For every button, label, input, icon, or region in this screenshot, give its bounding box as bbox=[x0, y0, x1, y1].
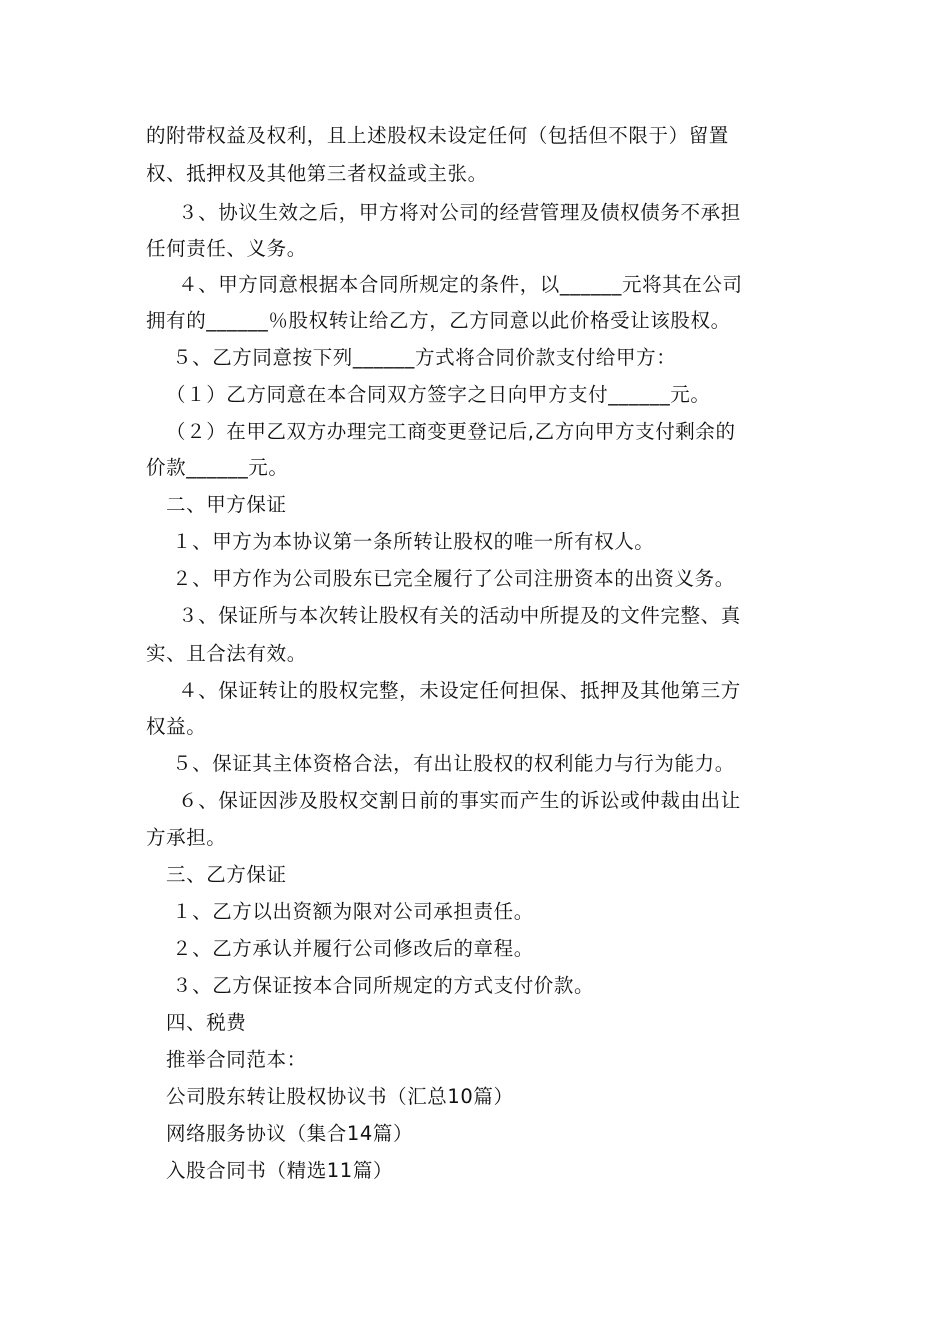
guarantee-a-5: ５、保证其主体资格合法，有出让股权的权利能力与行为能力。 bbox=[172, 752, 735, 775]
guarantee-b-2: ２、乙方承认并履行公司修改后的章程。 bbox=[172, 937, 534, 960]
clause-5: ５、乙方同意按下列______方式将合同价款支付给甲方： bbox=[172, 346, 677, 369]
recommend-link[interactable]: 入股合同书（精选11篇） bbox=[166, 1159, 394, 1182]
recommend-heading: 推举合同范本： bbox=[166, 1048, 307, 1071]
section-heading-2: 二、甲方保证 bbox=[166, 493, 287, 516]
clause-5-2: （２）在甲乙双方办理完工商变更登记后,乙方向甲方支付剩余的 bbox=[166, 420, 736, 443]
paragraph-line: 权益。 bbox=[146, 715, 207, 738]
recommend-link[interactable]: 公司股东转让股权协议书（汇总10篇） bbox=[166, 1085, 514, 1108]
section-heading-4: 四、税费 bbox=[166, 1011, 247, 1034]
recommend-link[interactable]: 网络服务协议（集合14篇） bbox=[166, 1122, 414, 1145]
guarantee-a-1: １、甲方为本协议第一条所转让股权的唯一所有权人。 bbox=[172, 530, 655, 553]
clause-4: ４、甲方同意根据本合同所规定的条件，以______元将其在公司 bbox=[178, 273, 743, 296]
guarantee-a-6: ６、保证因涉及股权交割日前的事实而产生的诉讼或仲裁由出让 bbox=[178, 789, 741, 812]
section-heading-3: 三、乙方保证 bbox=[166, 863, 287, 886]
clause-3: ３、协议生效之后，甲方将对公司的经营管理及债权债务不承担 bbox=[178, 201, 741, 224]
paragraph-line: 价款______元。 bbox=[146, 456, 289, 479]
guarantee-b-3: ３、乙方保证按本合同所规定的方式支付价款。 bbox=[172, 974, 595, 997]
paragraph-line: 拥有的______％股权转让给乙方，乙方同意以此价格受让该股权。 bbox=[146, 309, 731, 332]
paragraph-line: 的附带权益及权利，且上述股权未设定任何（包括但不限于）留置 bbox=[146, 124, 729, 147]
clause-5-1: （１）乙方同意在本合同双方签字之日向甲方支付______元。 bbox=[166, 383, 711, 406]
paragraph-line: 方承担。 bbox=[146, 826, 227, 849]
paragraph-line: 任何责任、义务。 bbox=[146, 237, 307, 260]
guarantee-a-3: ３、保证所与本次转让股权有关的活动中所提及的文件完整、真 bbox=[178, 604, 741, 627]
guarantee-a-2: ２、甲方作为公司股东已完全履行了公司注册资本的出资义务。 bbox=[172, 567, 735, 590]
paragraph-line: 权、抵押权及其他第三者权益或主张。 bbox=[146, 162, 488, 185]
guarantee-b-1: １、乙方以出资额为限对公司承担责任。 bbox=[172, 900, 534, 923]
paragraph-line: 实、且合法有效。 bbox=[146, 642, 307, 665]
guarantee-a-4: ４、保证转让的股权完整，未设定任何担保、抵押及其他第三方 bbox=[178, 679, 741, 702]
